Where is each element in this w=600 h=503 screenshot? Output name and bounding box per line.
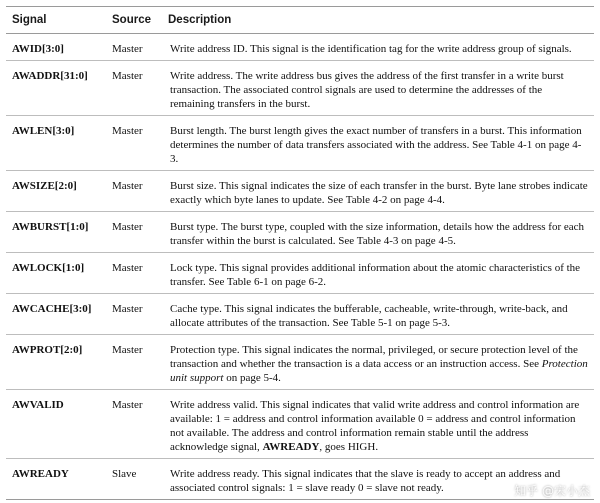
description-text: Write address valid. This signal indicates that valid write address and control information are available: 1 = address and control information available 0 = address and control information not available. The address and control information remain stable until the address acknowledge signal, (170, 399, 580, 453)
table-row (6, 212, 594, 253)
signal-reference: AWREADY (262, 441, 320, 453)
signal-description: Burst type. The burst type, coupled with the size information, details how the address for each transfer within the burst is calculated. See Table 4-3 on page 4-5. (162, 212, 594, 253)
description-text: , goes HIGH. (319, 441, 379, 453)
signal-description: Lock type. This signal provides additional information about the atomic characteristics of the transfer. See Table 6-1 on page 6-2. (162, 253, 594, 294)
signal-source: Master (106, 116, 162, 171)
signal-source: Master (106, 61, 162, 116)
signal-description (162, 335, 594, 390)
signal-description: Burst length. The burst length gives the exact number of transfers in a burst. This information determines the number of data transfers associated with the address. See Table 4-1 on page 4-3. (162, 116, 594, 171)
signal-name: AWADDR[31:0] (6, 61, 106, 116)
signal-source: Master (106, 390, 162, 459)
signal-source: Master (106, 253, 162, 294)
table-row (6, 61, 594, 116)
signal-source: Slave (106, 459, 162, 500)
table-row (6, 253, 594, 294)
table-row (6, 171, 594, 212)
signal-name: AWBURST[1:0] (6, 212, 106, 253)
table-row (6, 390, 594, 459)
signal-name: AWCACHE[3:0] (6, 294, 106, 335)
signal-name: AWSIZE[2:0] (6, 171, 106, 212)
header-row (6, 7, 594, 34)
signal-description: Cache type. This signal indicates the bufferable, cacheable, write-through, write-back, and allocate attributes of the transaction. See Table 5-1 on page 5-3. (162, 294, 594, 335)
signal-source: Master (106, 34, 162, 61)
watermark: 知乎 @宋小杰 (514, 484, 590, 498)
signal-name: AWPROT[2:0] (6, 335, 106, 390)
signal-name: AWID[3:0] (6, 34, 106, 61)
header-signal: Signal (6, 7, 106, 34)
table-row (6, 116, 594, 171)
signal-description: Write address ready. This signal indicates that the slave is ready to accept an address and associated control signals: 1 = slave ready 0 = slave not ready. (162, 459, 594, 500)
signal-description: Write address. The write address bus gives the address of the first transfer in a write burst transaction. The associated control signals are used to determine the addresses of the remaining transfers in the burst. (162, 61, 594, 116)
table-row (6, 294, 594, 335)
signal-description: Write address ID. This signal is the identification tag for the write address group of signals. (162, 34, 594, 61)
signal-name: AWLOCK[1:0] (6, 253, 106, 294)
cross-reference-link[interactable]: Protection unit support (170, 358, 588, 384)
description-text: on page 5-4. (223, 372, 281, 384)
signal-source: Master (106, 294, 162, 335)
signal-description (162, 390, 594, 459)
signal-name: AWVALID (6, 390, 106, 459)
signal-description: Burst size. This signal indicates the size of each transfer in the burst. Byte lane strobes indicate exactly which byte lanes to update. See Table 4-2 on page 4-4. (162, 171, 594, 212)
table-row (6, 34, 594, 61)
table-row (6, 459, 594, 500)
header-description: Description (162, 7, 594, 34)
table-row (6, 335, 594, 390)
signal-table (6, 6, 594, 500)
signal-source: Master (106, 212, 162, 253)
description-text: Protection type. This signal indicates the normal, privileged, or secure protection level of the transaction and whether the transaction is a data access or an instruction access. See (170, 344, 578, 370)
signal-source: Master (106, 171, 162, 212)
signal-source: Master (106, 335, 162, 390)
signal-name: AWLEN[3:0] (6, 116, 106, 171)
header-source: Source (106, 7, 162, 34)
signal-name: AWREADY (6, 459, 106, 500)
